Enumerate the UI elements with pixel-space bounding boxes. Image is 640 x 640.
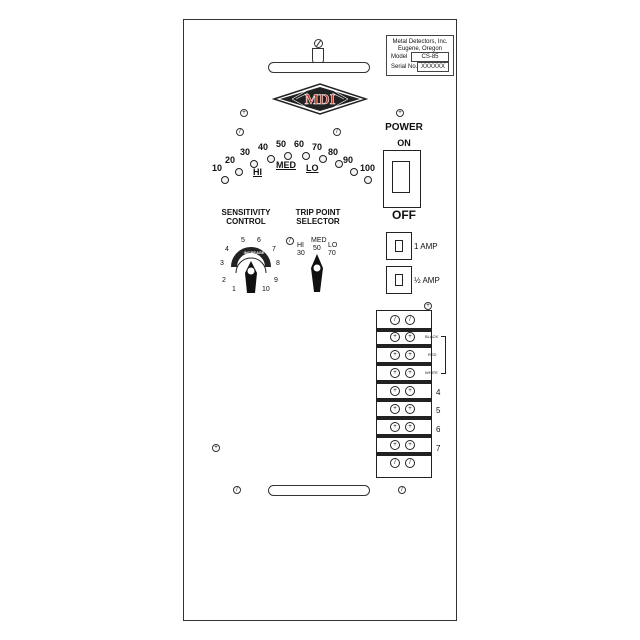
terminal-screw-icon[interactable]: / [390,315,400,325]
scale-number: 50 [276,139,287,149]
dial-number: 10 [262,286,270,293]
trip-lo-label: LO [328,242,338,249]
terminal-number: 6 [436,425,441,434]
terminal-number: 7 [436,444,441,453]
range-label-med: MED [276,160,296,170]
trip-med-value: 50 [313,245,321,252]
scale-number: 100 [360,163,376,173]
increase-arc-text: INCREASE [243,250,265,255]
scale-number: 10 [212,163,223,173]
scale-number: 20 [225,155,236,165]
terminal-screw-icon[interactable]: + [405,350,415,360]
dial-number: 4 [225,246,229,253]
hanger-screw-icon [314,39,323,48]
power-label: POWER [385,122,423,133]
indicator-lamp [267,155,275,163]
terminal-screw-icon[interactable]: + [405,440,415,450]
indicator-lamp [350,168,358,176]
trip-point-label-line2: SELECTOR [296,217,340,226]
panel-screw-icon: + [424,302,432,310]
nameplate-model-value: CS-85 [411,52,449,62]
terminal-screw-icon[interactable]: + [390,332,400,342]
sensitivity-label-line1: SENSITIVITY [221,208,271,217]
terminal-screw-icon[interactable]: + [390,350,400,360]
terminal-screw-icon[interactable]: + [390,368,400,378]
panel-screw-icon: / [333,128,341,136]
dial-number: 6 [257,237,261,244]
panel-screw-icon: + [212,444,220,452]
scale-number: 80 [328,147,339,157]
terminal-screw-icon[interactable]: / [405,315,415,325]
wire-label-red: RED [428,352,437,357]
indicator-lamp [284,152,292,160]
dial-number: 3 [220,260,224,267]
terminal-screw-icon[interactable]: + [390,404,400,414]
mdi-logo [272,82,368,116]
terminal-number: 4 [436,388,441,397]
dial-number: 7 [272,246,276,253]
nameplate-serial-value: XXXXXX [417,62,449,72]
trip-point-label-line1: TRIP POINT [295,208,341,217]
panel-screw-icon: / [236,128,244,136]
nameplate-model-label: Model [391,54,408,60]
indicator-lamp [235,168,243,176]
trip-hi-label: HI [297,242,304,249]
wire-bracket [441,336,446,374]
top-mounting-slot [268,62,370,73]
nameplate-company: Metal Detectors, Inc. [392,39,448,45]
dial-number: 2 [222,277,226,284]
terminal-screw-icon[interactable]: + [390,422,400,432]
scale-number: 60 [294,139,305,149]
nameplate [386,35,454,76]
wire-label-white: WHITE [425,370,438,375]
fuse-1-label: 1 AMP [414,242,438,251]
terminal-screw-icon[interactable]: + [390,440,400,450]
terminal-screw-icon[interactable]: + [390,386,400,396]
bottom-mounting-slot [268,485,370,496]
terminal-screw-icon[interactable]: / [390,458,400,468]
dial-number: 1 [232,286,236,293]
terminal-screw-icon[interactable]: + [405,422,415,432]
logo-text: MDI [304,92,336,108]
scale-number: 40 [258,142,269,152]
wire-label-black: BLACK [425,334,439,339]
dial-number: 8 [276,260,280,267]
terminal-screw-icon[interactable]: + [405,368,415,378]
panel-screw-icon: / [233,486,241,494]
range-label-hi: HI [253,167,262,177]
trip-hi-value: 30 [297,250,305,257]
scale-number: 30 [240,147,251,157]
terminal-number: 5 [436,406,441,415]
power-switch-rocker [392,161,410,193]
nameplate-location: Eugene, Oregon [397,46,443,52]
fuse-holder-2[interactable] [386,266,412,294]
panel-screw-icon: / [286,237,294,245]
indicator-lamp [364,176,372,184]
trip-med-label: MED [311,237,327,244]
power-on-label: ON [397,138,411,148]
panel-screw-icon: / [398,486,406,494]
dial-number: 5 [241,237,245,244]
sensitivity-label-line2: CONTROL [226,217,266,226]
indicator-lamp [302,152,310,160]
nameplate-serial-label: Serial No. [391,64,418,70]
trip-lo-value: 70 [328,250,336,257]
dial-number: 9 [274,277,278,284]
fuse-2-label: ½ AMP [414,276,440,285]
terminal-screw-icon[interactable]: / [405,458,415,468]
scale-number: 90 [343,155,354,165]
power-switch[interactable] [383,150,421,208]
scale-number: 70 [312,142,323,152]
terminal-screw-icon[interactable]: + [405,404,415,414]
range-label-lo: LO [306,163,319,173]
panel-screw-icon: + [240,109,248,117]
indicator-lamp [335,160,343,168]
power-off-label: OFF [392,208,416,222]
terminal-screw-icon[interactable]: + [405,386,415,396]
terminal-screw-icon[interactable]: + [405,332,415,342]
fuse-holder-1[interactable] [386,232,412,260]
trip-point-knob[interactable] [306,254,328,294]
indicator-lamp [221,176,229,184]
indicator-lamp [319,155,327,163]
panel-screw-icon: + [396,109,404,117]
